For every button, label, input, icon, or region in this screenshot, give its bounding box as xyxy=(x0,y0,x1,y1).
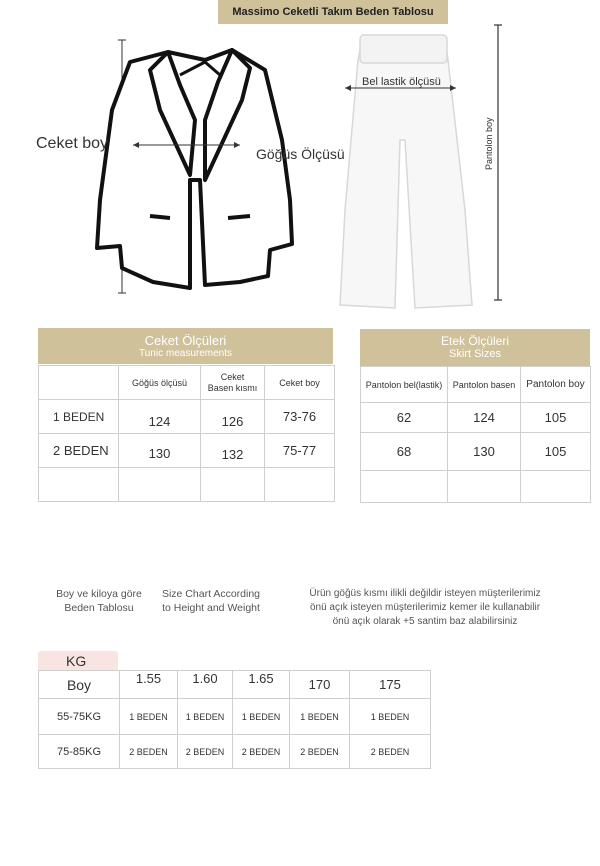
table-cell: 130 xyxy=(119,434,201,468)
skirt-table-subtitle: Skirt Sizes xyxy=(449,348,501,360)
table-cell: 2 BEDEN xyxy=(233,735,290,769)
table-cell: 1 BEDEN xyxy=(178,699,233,735)
table-header-cell: 1.55 xyxy=(120,671,178,699)
table-cell: 126 xyxy=(201,400,265,434)
jacket-length-label: Ceket boy xyxy=(36,135,109,152)
table-cell: 105 xyxy=(521,433,591,471)
kg-badge: KG xyxy=(38,651,118,671)
table-cell: 75-77 xyxy=(265,434,335,468)
table-cell xyxy=(265,468,335,502)
table-cell: 124 xyxy=(448,403,521,433)
jacket-table-header xyxy=(38,328,333,364)
skirt-table xyxy=(360,366,591,503)
table-row xyxy=(39,699,431,735)
table-header-cell: 170 xyxy=(290,671,350,699)
table-cell: 73-76 xyxy=(265,400,335,434)
table-cell xyxy=(521,471,591,503)
table-header-cell: 1.60 xyxy=(178,671,233,699)
note-line: önü açık isteyen müşterilerimiz kemer ile kullanabilir xyxy=(309,602,541,613)
note-line: Ürün göğüs kısmı ilikli değildir isteyen müşterilerimiz xyxy=(309,588,541,599)
table-cell xyxy=(119,468,201,502)
table-cell: 1 BEDEN xyxy=(350,699,431,735)
table-row xyxy=(39,735,431,769)
page-title: Massimo Ceketli Takım Beden Tablosu xyxy=(218,0,448,24)
table-header-cell: 1.65 xyxy=(233,671,290,699)
table-row xyxy=(361,367,591,403)
table-header-cell: 175 xyxy=(350,671,431,699)
table-cell xyxy=(361,471,448,503)
note-line: Beden Tablosu xyxy=(64,602,134,614)
table-header-cell: Pantolon bel(lastik) xyxy=(361,367,448,403)
note-middle xyxy=(150,587,272,615)
table-cell xyxy=(201,468,265,502)
jacket-table-title: Ceket Ölçüleri xyxy=(144,333,227,348)
table-row xyxy=(39,366,335,400)
note-line: to Height and Weight xyxy=(162,602,260,614)
table-cell: 62 xyxy=(361,403,448,433)
note-line: önü açık olarak +5 santim baz alabilirsiniz xyxy=(332,616,518,627)
table-row xyxy=(361,403,591,433)
table-cell: 124 xyxy=(119,400,201,434)
table-header-cell: Göğüs ölçüsü xyxy=(119,366,201,400)
header-line: Basen kısmı xyxy=(207,382,258,393)
table-cell: 105 xyxy=(521,403,591,433)
table-cell: 2 BEDEN xyxy=(350,735,431,769)
table-cell: 1 BEDEN xyxy=(233,699,290,735)
table-cell: 2 BEDEN xyxy=(290,735,350,769)
note-line: Size Chart According xyxy=(161,588,261,600)
table-cell xyxy=(39,366,119,400)
table-cell: 68 xyxy=(361,433,448,471)
table-row xyxy=(361,471,591,503)
skirt-table-title: Etek Ölçüleri xyxy=(440,334,510,348)
note-line: Boy ve kiloya göre xyxy=(56,588,142,600)
table-cell: 2 BEDEN xyxy=(120,735,178,769)
jacket-illustration xyxy=(97,50,292,288)
skirt-table-header xyxy=(360,329,590,366)
note-left xyxy=(40,587,158,615)
table-cell: 75-85KG xyxy=(39,735,120,769)
header-line: Ceket xyxy=(220,371,245,382)
table-row xyxy=(39,671,431,699)
table-cell: 1 BEDEN xyxy=(120,699,178,735)
jacket-table xyxy=(38,365,335,502)
table-header-cell: Boy xyxy=(39,671,120,699)
jacket-table-subtitle: Tunic measurements xyxy=(139,348,232,359)
table-cell xyxy=(448,471,521,503)
table-cell: 2 BEDEN xyxy=(39,434,119,468)
pants-length-label: Pantolon boy xyxy=(484,117,494,170)
note-right xyxy=(290,587,560,629)
size-table xyxy=(38,670,431,769)
table-header-cell: Ceket boy xyxy=(265,366,335,400)
chest-label: Göğüs Ölçüsü xyxy=(256,146,345,162)
table-cell: 1 BEDEN xyxy=(290,699,350,735)
table-header-cell xyxy=(201,366,265,400)
table-row xyxy=(361,433,591,471)
table-cell: 55-75KG xyxy=(39,699,120,735)
table-row xyxy=(39,468,335,502)
table-cell: 2 BEDEN xyxy=(178,735,233,769)
table-cell: 130 xyxy=(448,433,521,471)
table-header-cell: Pantolon boy xyxy=(521,367,591,403)
table-cell xyxy=(39,468,119,502)
table-cell: 132 xyxy=(201,434,265,468)
waist-label: Bel lastik ölçüsü xyxy=(362,76,441,88)
table-row xyxy=(39,434,335,468)
table-header-cell: Pantolon basen xyxy=(448,367,521,403)
table-cell: 1 BEDEN xyxy=(39,400,119,434)
table-row xyxy=(39,400,335,434)
